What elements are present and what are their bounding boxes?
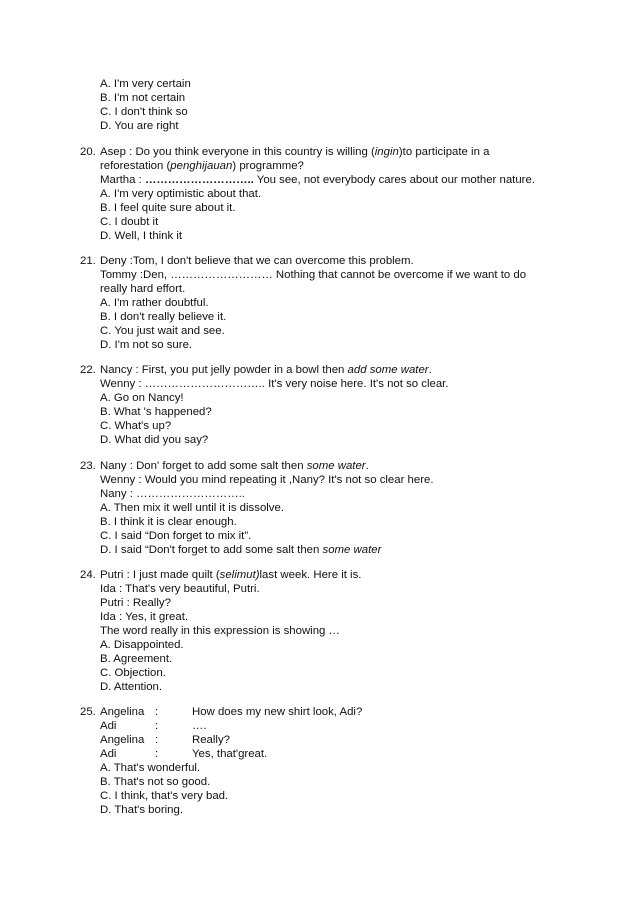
option-c: C. I think, that's very bad. — [100, 790, 229, 802]
text: )to participate in a — [398, 146, 490, 158]
option-a: A. I'm very certain — [100, 78, 191, 90]
question-number: 21. — [80, 255, 96, 267]
text: You see, not everybody cares about our mother nature. — [253, 174, 535, 186]
question-line — [100, 173, 535, 187]
option-b: B. Agreement. — [100, 653, 173, 665]
text: Asep : Do you think everyone in this country is willing ( — [100, 146, 375, 158]
option-a: A. That's wonderful. — [100, 762, 201, 774]
question-line: Wenny : ………………………….. It's very noise here. It's not so clear. — [100, 378, 449, 390]
text: Nany : Don' forget to add some salt then — [100, 460, 307, 472]
question-number: 25. — [80, 706, 96, 718]
question-line — [100, 568, 361, 582]
question-line: Putri : Really? — [100, 597, 171, 609]
speaker: Adi — [100, 720, 117, 732]
option-b: B. That's not so good. — [100, 776, 211, 788]
text: Martha : — [100, 174, 145, 186]
dialog-row — [100, 747, 560, 761]
dialog-text: Really? — [192, 734, 230, 746]
italic-text: some water — [322, 544, 382, 556]
colon: : — [155, 748, 159, 760]
text: D. I said “Don't forget to add some salt then — [100, 544, 323, 556]
question-line: Deny :Tom, I don't believe that we can overcome this problem. — [100, 255, 414, 267]
text: . — [365, 460, 369, 472]
colon: : — [155, 706, 159, 718]
answer-blank: ……………………….. — [144, 174, 254, 186]
option-b: B. I don't really believe it. — [100, 311, 227, 323]
dialog-row — [100, 733, 560, 747]
dialog-text: Yes, that'great. — [192, 748, 268, 760]
option-a: A. Go on Nancy! — [100, 392, 184, 404]
text: ) programme? — [232, 160, 304, 172]
colon: : — [155, 734, 159, 746]
question-line: Ida : That's very beautiful, Putri. — [100, 583, 260, 595]
question-line — [100, 159, 304, 173]
question-line: The word really in this expression is showing … — [100, 625, 340, 637]
question-number: 22. — [80, 364, 96, 376]
dialog-row — [100, 705, 560, 719]
question-line — [100, 363, 432, 377]
option-d: D. I'm not so sure. — [100, 339, 193, 351]
option-c: C. What's up? — [100, 420, 172, 432]
text: . — [428, 364, 432, 376]
option-c: C. I said “Don forget to mix it”. — [100, 530, 252, 542]
text: Nancy : First, you put jelly powder in a bowl then — [100, 364, 348, 376]
option-d: D. What did you say? — [100, 434, 209, 446]
option-a: A. I'm very optimistic about that. — [100, 188, 262, 200]
italic-text: selimut) — [219, 569, 260, 581]
option-c: C. I doubt it — [100, 216, 159, 228]
speaker: Adi — [100, 748, 117, 760]
colon: : — [155, 720, 159, 732]
dialog-text: …. — [192, 720, 207, 732]
option-a: A. Then mix it well until it is dissolve. — [100, 502, 285, 514]
option-d: D. You are right — [100, 120, 179, 132]
italic-text: add some water — [347, 364, 429, 376]
italic-text: ingin — [374, 146, 399, 158]
option-c: C. I don't think so — [100, 106, 188, 118]
option-d: D. That's boring. — [100, 804, 184, 816]
question-line: Tommy :Den, ……………………… Nothing that cannot be overcome if we want to do — [100, 269, 527, 281]
question-line: really hard effort. — [100, 283, 186, 295]
option-b: B. I'm not certain — [100, 92, 186, 104]
option-a: A. I'm rather doubtful. — [100, 297, 209, 309]
option-d: D. Attention. — [100, 681, 163, 693]
option-d — [100, 543, 381, 557]
speaker: Angelina — [100, 706, 145, 718]
option-b: B. I feel quite sure about it. — [100, 202, 236, 214]
question-line — [100, 145, 489, 159]
question-number: 23. — [80, 460, 96, 472]
text: last week. Here it is. — [259, 569, 362, 581]
question-number: 24. — [80, 569, 96, 581]
option-b: B. I think it is clear enough. — [100, 516, 237, 528]
question-number: 20. — [80, 146, 96, 158]
question-line — [100, 459, 369, 473]
text: reforestation ( — [100, 160, 171, 172]
option-c: C. You just wait and see. — [100, 325, 225, 337]
question-line: Ida : Yes, it great. — [100, 611, 189, 623]
question-line: Wenny : Would you mind repeating it ,Nany? It's not so clear here. — [100, 474, 434, 486]
option-b: B. What 's happened? — [100, 406, 212, 418]
italic-text: some water — [306, 460, 366, 472]
question-line: Nany : ……………………….. — [100, 488, 245, 500]
dialog-row — [100, 719, 560, 733]
option-a: A. Disappointed. — [100, 639, 184, 651]
dialog-text: How does my new shirt look, Adi? — [192, 706, 363, 718]
option-c: C. Objection. — [100, 667, 166, 679]
speaker: Angelina — [100, 734, 145, 746]
option-d: D. Well, I think it — [100, 230, 183, 242]
italic-text: penghijauan — [170, 160, 233, 172]
text: Putri : I just made quilt ( — [100, 569, 220, 581]
